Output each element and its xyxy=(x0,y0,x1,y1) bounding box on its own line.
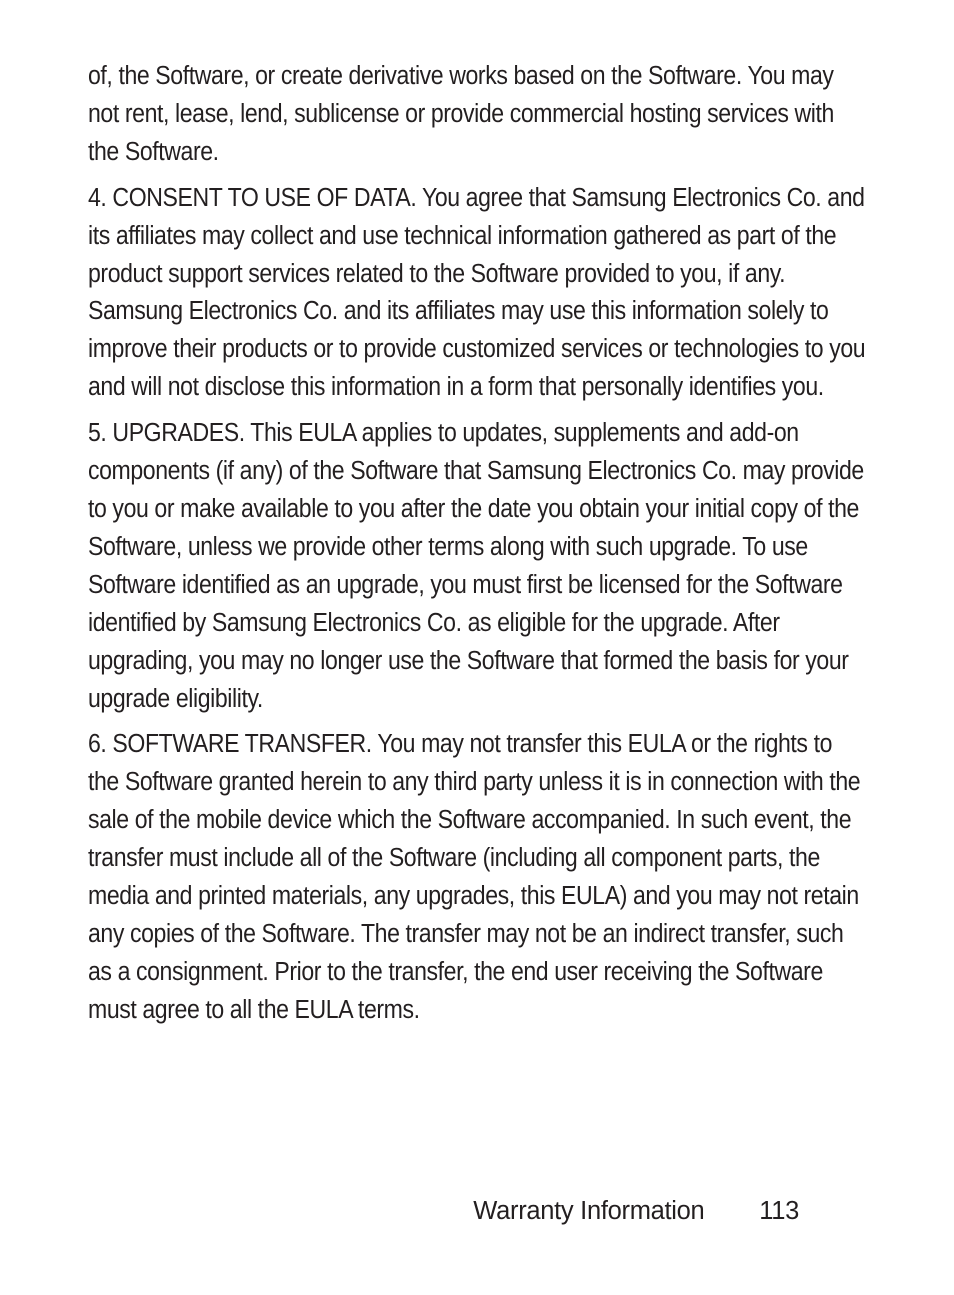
page-number: 113 xyxy=(759,1197,799,1225)
paragraph-continuation: of, the Software, or create derivative works based on the Software. You may not rent, lease, lend, sublicense or provide commercial hosting services with the Software. xyxy=(88,62,834,166)
paragraph-consent-to-use-of-data: 4. CONSENT TO USE OF DATA. You agree that Samsung Electronics Co. and its affiliates may collect and use technical information gathered as part of the product support services related to the Software provided to you, if any. Samsung Electronics Co. and its affiliates may use this information solely to improve their products or to provide customized services or technologies to you and will not disclose this information in a form that personally identifies you. xyxy=(88,183,866,402)
paragraph-upgrades: 5. UPGRADES. This EULA applies to updates, supplements and add-on components (if any) of the Software that Samsung Electronics Co. may provide to you or make available to you after the date you obtain your initial copy of the Software, unless we provide other terms along with such upgrade. To use Software identified as an upgrade, you must first be licensed for the Software identified by Samsung Electronics Co. as eligible for the upgrade. After upgrading, you may no longer use the Software that formed the basis for your upgrade eligibility. xyxy=(88,419,864,713)
document-body xyxy=(88,58,868,1038)
paragraph-software-transfer: 6. SOFTWARE TRANSFER. You may not transfer this EULA or the rights to the Software granted herein to any third party unless it is in connection with the sale of the mobile device which the Software accompanied. In such event, the transfer must include all of the Software (including all component parts, the media and printed materials, any upgrades, this EULA) and you may not retain any copies of the Software. The transfer may not be an indirect transfer, such as a consignment. Prior to the transfer, the end user receiving the Software must agree to all the EULA terms. xyxy=(88,730,861,1024)
page-footer xyxy=(473,1192,799,1230)
footer-section-title: Warranty Information xyxy=(473,1197,705,1225)
